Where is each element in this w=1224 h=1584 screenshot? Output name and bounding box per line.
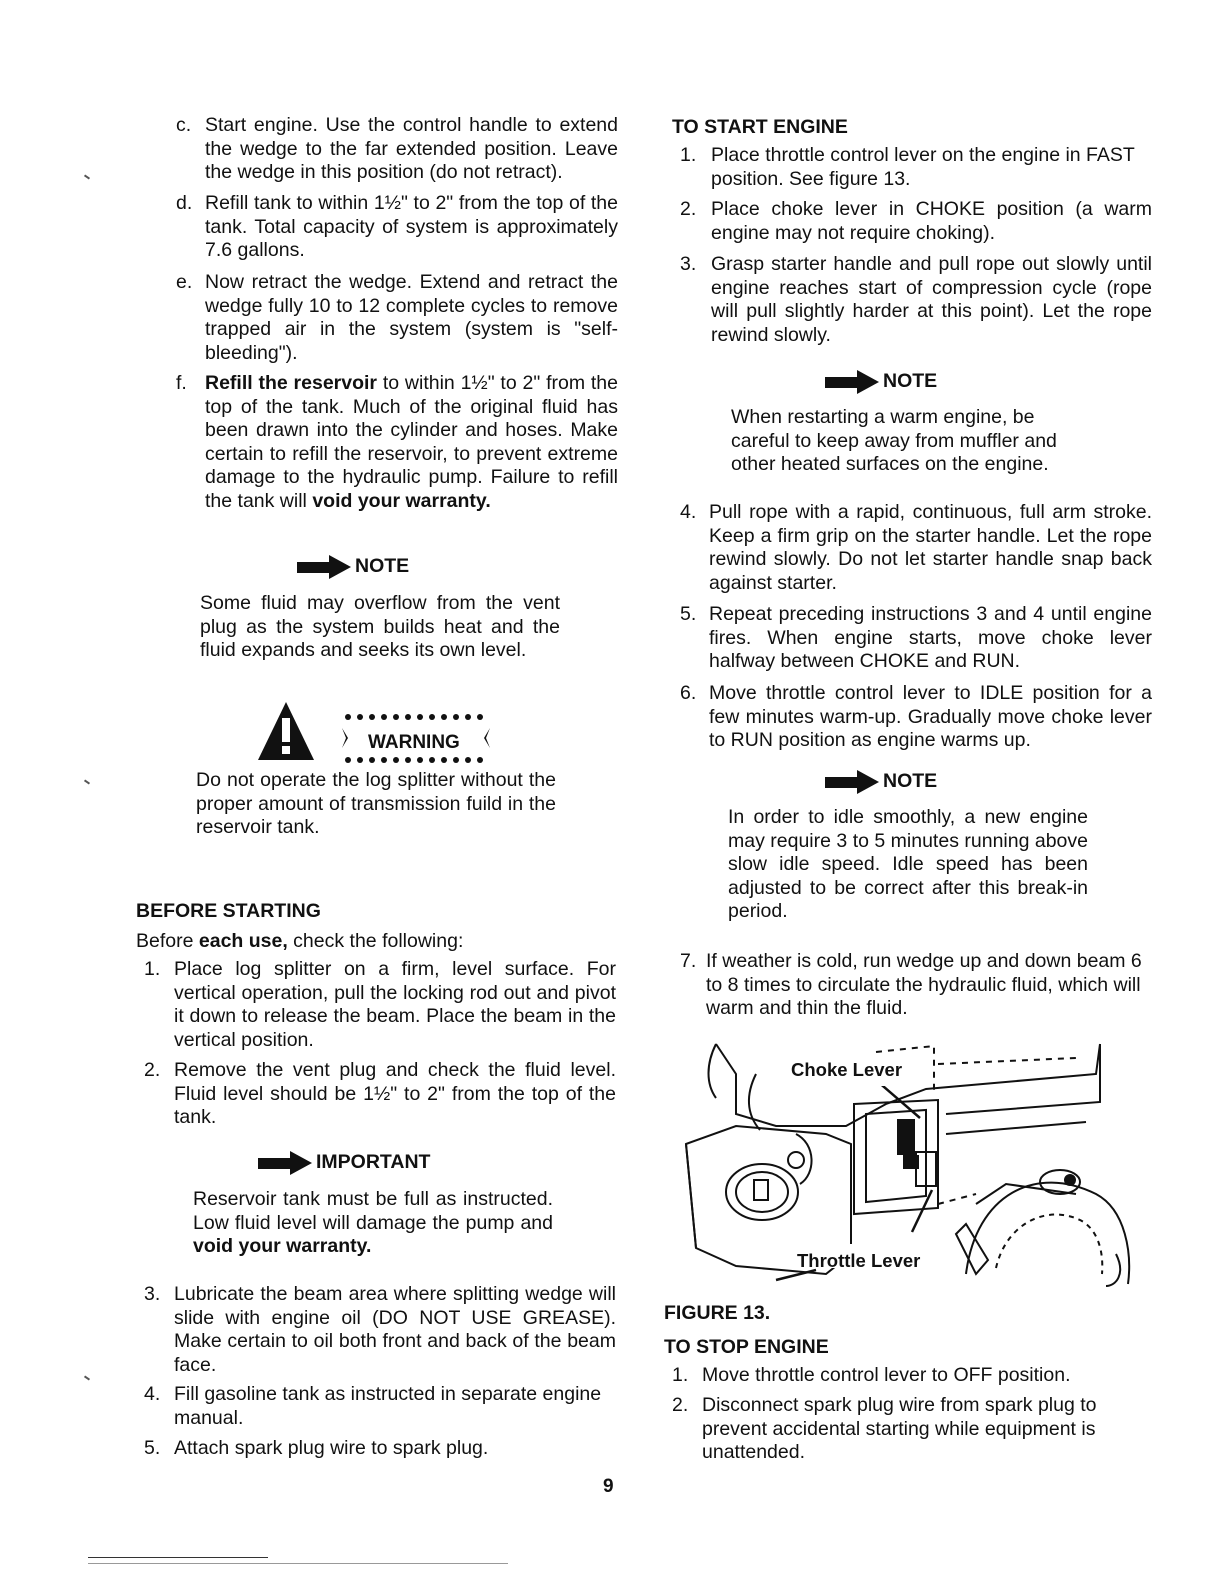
list-marker: d. xyxy=(176,192,193,214)
list-marker: 2. xyxy=(144,1059,161,1081)
note-heading xyxy=(825,770,937,794)
arrow-right-icon xyxy=(297,555,351,579)
list-item xyxy=(176,114,618,186)
list-marker: 4. xyxy=(144,1383,161,1405)
arrow-right-icon xyxy=(825,770,879,794)
bold-lead: Refill the reservoir xyxy=(205,372,378,394)
section-heading: TO STOP ENGINE xyxy=(664,1336,829,1358)
list-text: Lubricate the beam area where splitting wedge will slide with engine oil (DO NOT USE GREASE). Make certain to oil both front and back of the beam face. xyxy=(174,1283,616,1376)
scan-speck xyxy=(84,779,90,784)
list-item xyxy=(144,1283,616,1379)
intro-bold: each use, xyxy=(198,930,288,952)
list-item xyxy=(672,1394,1152,1466)
list-marker: 1. xyxy=(144,958,161,980)
list-text: Pull rope with a rapid, continuous, full arm stroke. Keep a firm grip on the starter handle. Let the rope rewind slowly. Do not let starter handle snap back against starter. xyxy=(709,501,1152,594)
list-text: Start engine. Use the control handle to extend the wedge to the far extended position. Leave the wedge in this position (do not retract). xyxy=(205,114,618,183)
list-text: Place log splitter on a firm, level surface. For vertical operation, pull the locking rod out and pivot it down to release the beam. Place the beam in the vertical position. xyxy=(174,958,616,1051)
warning-text: Do not operate the log splitter without the proper amount of transmission fuild in the reservoir tank. xyxy=(196,769,556,838)
list-item xyxy=(680,253,1152,349)
list-text: Grasp starter handle and pull rope out slowly until engine reaches start of compression cycle (rope will pull slightly harder at this point). Let the rope rewind slowly. xyxy=(711,253,1152,346)
list-text: Refill tank to within 1½" to 2" from the top of the tank. Total capacity of system is approximately 7.6 gallons. xyxy=(205,192,618,261)
intro-text-b: check the following: xyxy=(287,930,464,952)
list-item xyxy=(144,1059,616,1131)
list-item xyxy=(680,682,1152,754)
list-marker: 6. xyxy=(680,682,697,704)
important-text xyxy=(193,1188,553,1259)
list-item xyxy=(680,501,1152,597)
list-marker: 2. xyxy=(680,198,697,220)
throttle-lever-label: Throttle Lever xyxy=(797,1250,921,1271)
intro-text-a: Before xyxy=(136,930,199,952)
list-item xyxy=(672,1364,1152,1388)
section-heading: TO START ENGINE xyxy=(672,116,848,138)
important-body: Reservoir tank must be full as instructed. Low fluid level will damage the pump and xyxy=(193,1188,553,1234)
note-heading xyxy=(297,555,409,579)
important-label: IMPORTANT xyxy=(316,1151,431,1174)
intro-text xyxy=(136,930,463,954)
bold-tail: void your warranty. xyxy=(193,1235,372,1257)
list-item xyxy=(680,950,1152,1022)
figure-caption: FIGURE 13. xyxy=(664,1302,771,1324)
note-heading xyxy=(825,370,937,394)
page-number: 9 xyxy=(603,1476,614,1497)
list-marker: 5. xyxy=(144,1437,161,1459)
bold-tail: void your warranty. xyxy=(312,489,491,512)
list-marker: c. xyxy=(176,114,192,136)
scan-speck xyxy=(84,1375,90,1380)
list-marker: 4. xyxy=(680,501,697,523)
footer-rule xyxy=(88,1557,268,1558)
list-marker: 1. xyxy=(672,1364,689,1386)
list-marker: f. xyxy=(176,372,187,394)
list-item xyxy=(176,271,618,367)
note-text: Some fluid may overflow from the vent plug as the system builds heat and the fluid expands and seeks its own level. xyxy=(200,592,560,661)
list-text: Move throttle control lever to IDLE position for a few minutes warm-up. Gradually move choke lever to RUN position as engine warms up. xyxy=(709,682,1152,751)
list-item xyxy=(144,1383,616,1431)
list-text: Repeat preceding instructions 3 and 4 until engine fires. When engine starts, move choke lever halfway between CHOKE and RUN. xyxy=(709,603,1152,672)
note-label: NOTE xyxy=(883,770,938,793)
list-text: Place throttle control lever on the engine in FAST position. See figure 13. xyxy=(711,144,1135,190)
note-label: NOTE xyxy=(355,555,410,578)
note-text: In order to idle smoothly, a new engine may require 3 to 5 minutes running above slow idle speed. Idle speed has been adjusted to be correct after this break-in period. xyxy=(728,806,1088,922)
list-item xyxy=(176,192,618,264)
list-text: Attach spark plug wire to spark plug. xyxy=(174,1437,489,1459)
list-marker: 2. xyxy=(672,1394,689,1416)
list-text: Remove the vent plug and check the fluid level. Fluid level should be 1½" to 2" from the top of the tank. xyxy=(174,1059,616,1128)
list-item xyxy=(680,144,1152,192)
list-text: Fill gasoline tank as instructed in separate engine manual. xyxy=(174,1383,602,1429)
arrow-right-icon xyxy=(258,1151,312,1175)
choke-lever-label: Choke Lever xyxy=(791,1059,903,1080)
important-heading xyxy=(258,1151,430,1175)
scan-speck xyxy=(84,174,90,179)
list-item xyxy=(176,372,618,516)
list-item xyxy=(144,958,616,1054)
list-text: Place choke lever in CHOKE position (a warm engine may not require choking). xyxy=(711,198,1152,244)
arrow-right-icon xyxy=(825,370,879,394)
list-marker: 1. xyxy=(680,144,697,166)
list-text-body: to within 1½" to 2" from the top of the tank. Much of the original fluid has been drawn into the cylinder and hoses. Make certain to refill the reservoir, to prevent extreme damage to the hydraulic pump. Failure to refill the tank will xyxy=(205,372,618,512)
list-marker: 3. xyxy=(144,1283,161,1305)
note-label: NOTE xyxy=(883,370,938,393)
list-item xyxy=(680,603,1152,675)
list-marker: 7. xyxy=(680,950,697,972)
list-text: Move throttle control lever to OFF position. xyxy=(702,1364,1071,1386)
list-marker: 5. xyxy=(680,603,697,625)
list-text: Disconnect spark plug wire from spark plug to prevent accidental starting while equipment is unattended. xyxy=(702,1394,1097,1463)
section-heading: BEFORE STARTING xyxy=(136,900,321,922)
list-text: If weather is cold, run wedge up and down beam 6 to 8 times to circulate the hydraulic fluid, which will warm and thin the fluid. xyxy=(706,950,1142,1019)
list-text: Now retract the wedge. Extend and retract the wedge fully 10 to 12 complete cycles to remove trapped air in the system (system is "self-bleeding"). xyxy=(205,271,618,364)
footer-rule xyxy=(88,1563,508,1564)
list-item xyxy=(144,1437,616,1461)
note-text: When restarting a warm engine, be careful to keep away from muffler and other heated surfaces on the engine. xyxy=(731,406,1057,475)
list-text xyxy=(205,372,618,513)
warning-label: WARNING xyxy=(368,732,460,753)
list-marker: e. xyxy=(176,271,193,293)
list-marker: 3. xyxy=(680,253,697,275)
list-item xyxy=(680,198,1152,246)
